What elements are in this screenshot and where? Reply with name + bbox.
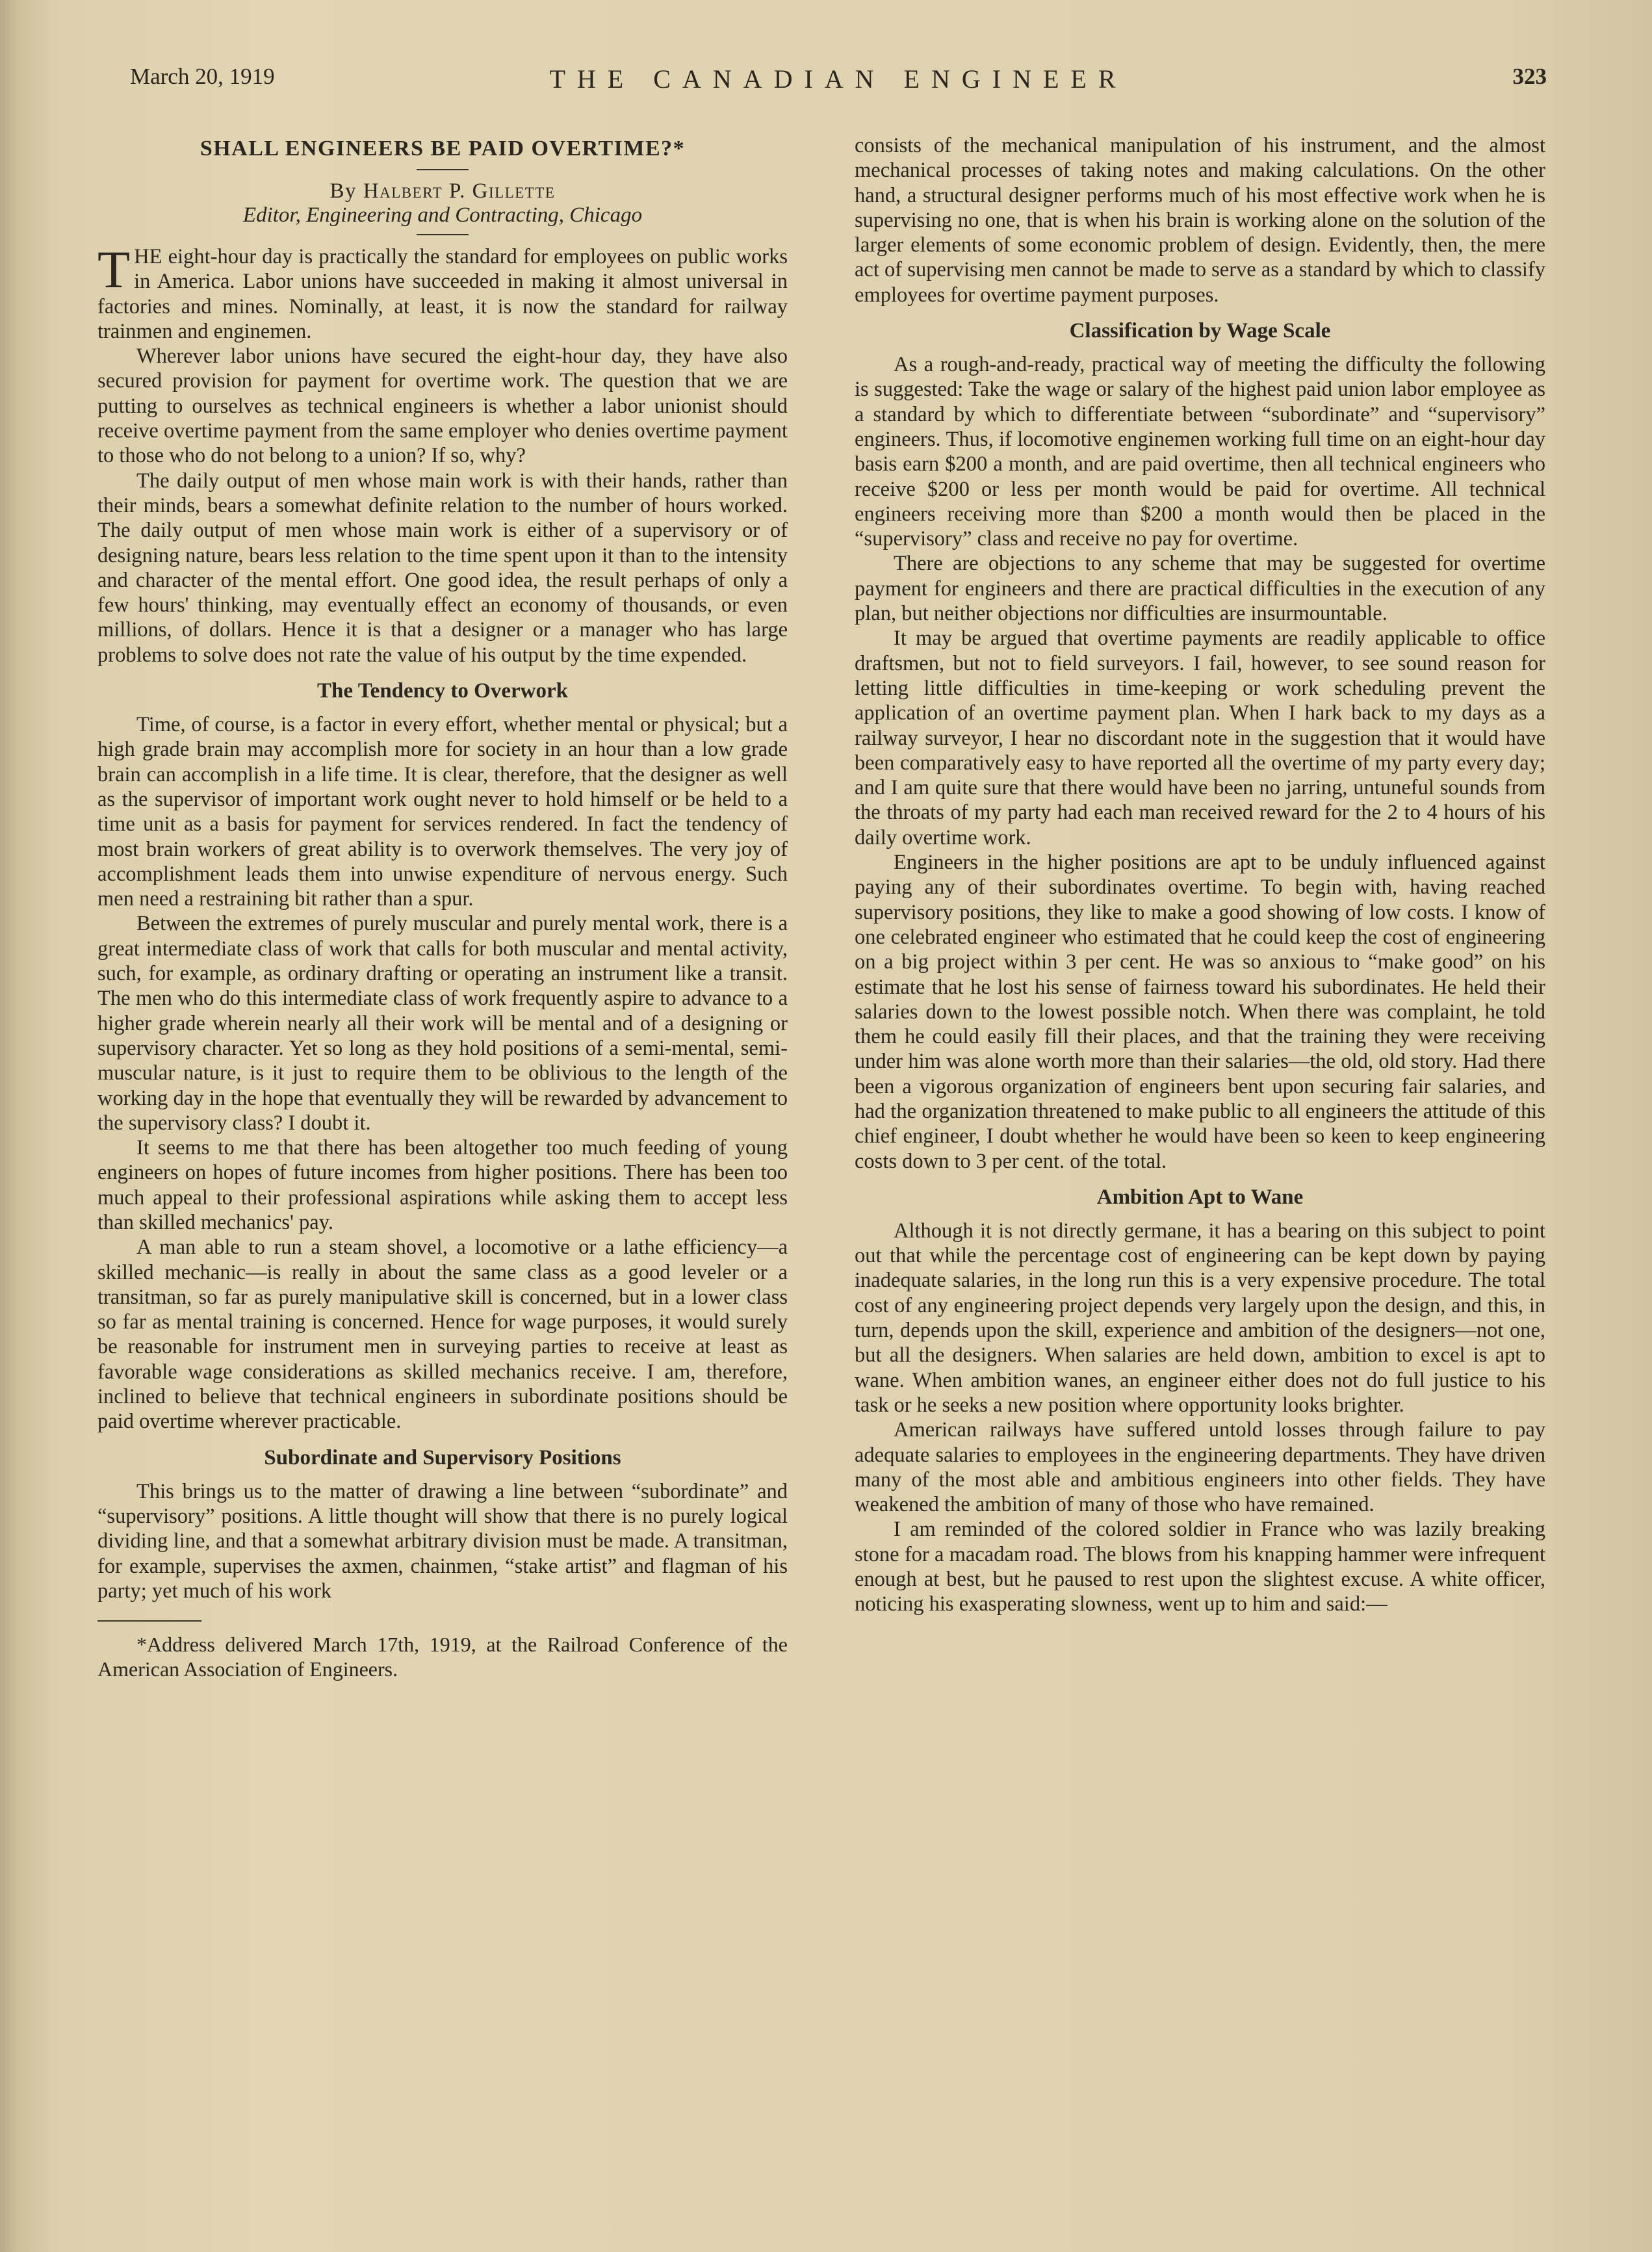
paragraph: American railways have suffered untold losses through failure to pay adequate salaries to employees in the engineering departments. They have driven many of the most able and ambitious engineers into other fields. They have weakened the ambition of many of those who have remained. <box>855 1418 1545 1517</box>
paragraph: There are objections to any scheme that may be suggested for overtime payment for engineers and there are practical difficulties in the execution of any plan, but neither objections nor difficulties are insurmountable. <box>855 552 1545 626</box>
paragraph <box>97 240 788 344</box>
paragraph: This brings us to the matter of drawing a line between “subordinate” and “supervisory” positions. A little thought will show that there is no purely logical dividing line, and that a somewhat arbitrary division must be made. A transitman, for example, supervises the axmen, chainmen, “stake artist” and flagman of his party; yet much of his work <box>97 1479 788 1603</box>
byline <box>97 179 788 203</box>
paragraph: Time, of course, is a factor in every effort, whether mental or physical; but a high grade brain may accomplish more for society in an hour than a low grade brain can accomplish in a life time. It is clear, therefore, that the designer as well as the supervisor of important work ought never to hold himself or be held to a time unit as a basis for payment for services rendered. In fact the tendency of most brain workers of great ability is to overwork themselves. The very joy of accomplishment leads them into unwise expenditure of nervous energy. Such men need a restraining bit rather than a spur. <box>97 713 788 911</box>
paragraph: Wherever labor unions have secured the eight-hour day, they have also secured provision for payment for overtime work. The question that we are putting to ourselves as technical engineers is whether a labor unionist should receive overtime payment from the same employer who denies overtime payment to those who do not belong to a union? If so, why? <box>97 344 788 468</box>
section-heading: Classification by Wage Scale <box>1069 319 1331 343</box>
paragraph: It seems to me that there has been altogether too much feeding of young engineers on hopes of future incomes from higher positions. There has been too much appeal to their professional aspirations while asking them to accept less than skilled mechanics' pay. <box>97 1136 788 1234</box>
paragraph: consists of the mechanical manipulation of his instrument, and the almost mechanical processes of taking notes and making calculations. On the other hand, a structural designer performs much of his most effective work when he is supervising no one, that is when his brain is working alone on the solution of the larger elements of some economic problem of design. Evidently, then, the mere act of supervising men cannot be made to serve as a standard by which to classify employees for overtime payment purposes. <box>855 134 1545 307</box>
running-header <box>130 64 1547 103</box>
footnote: *Address delivered March 17th, 1919, at the Railroad Conference of the American Association of Engineers. <box>97 1633 788 1681</box>
footnote-rule <box>97 1620 201 1622</box>
paragraph: The daily output of men whose main work is with their hands, rather than their minds, bears a somewhat definite relation to the number of hours worked. The daily output of men whose main work is either of a supervisory or of designing nature, bears less relation to the time spent upon it than to the intensity and character of the mental effort. One good idea, the result perhaps of only a few hours' thinking, may eventually effect an economy of thousands, or even millions, of dollars. Hence it is that a designer or a manager who has large problems to solve does not rate the value of his output by the time expended. <box>97 469 788 667</box>
section-heading: The Tendency to Overwork <box>317 679 568 703</box>
paragraph: A man able to run a steam shovel, a locomotive or a lathe efficiency—a skilled mechanic—is really in about the same class as a good leveler or a transitman, so far as purely manipulative skill is concerned, but in a lower class so far as mental training is concerned. Hence for wage purposes, it would surely be reasonable for instrument men in surveying parties to receive at least as favorable wage considerations as skilled mechanics receive. I am, therefore, inclined to believe that technical engineers in subordinate positions should be paid overtime wherever practicable. <box>97 1236 788 1434</box>
article-title: SHALL ENGINEERS BE PAID OVERTIME?* <box>200 136 686 161</box>
paragraph: Engineers in the higher positions are apt to be unduly influenced against paying any of their subordinates overtime. To begin with, having reached supervisory positions, they like to make a good showing of low costs. I know of one celebrated engineer who estimated that he could keep the cost of engineering on a big project within 3 per cent. He was so anxious to “make good” on his estimate that he lost his sense of fairness toward his subordinates. He held their salaries down to the lowest possible notch. When there was complaint, he told them he could easily fill their places, and that the training they were receiving under him was alone worth more than their salaries—the old, old story. Had there been a vigorous organization of engineers bent upon securing fair salaries, and had the organization threatened to make public to all engineers the attitude of this chief engineer, I doubt whether he would have been so keen to keep engineering costs down to 3 per cent. of the total. <box>855 851 1545 1173</box>
right-column <box>855 133 1545 1617</box>
journal-title: THE CANADIAN ENGINEER <box>549 64 1128 94</box>
paragraph: Between the extremes of purely muscular and purely mental work, there is a great intermediate class of work that calls for both muscular and mental activity, such, for example, as ordinary drafting or operating an instrument like a transit. The men who do this intermediate class of work frequently aspire to advance to a higher grade wherein nearly all their work will be mental and of a designing or supervisory character. Yet so long as they hold positions of a semi-mental, semi-muscular nature, is it just to require them to be oblivious to the length of the working day in the hope that eventually they will be rewarded by advancement to the supervisory class? I doubt it. <box>97 912 788 1135</box>
left-column <box>97 133 788 1681</box>
byline-rule <box>417 234 469 235</box>
section-heading: Ambition Apt to Wane <box>1096 1185 1304 1209</box>
page-number: 323 <box>1512 64 1547 89</box>
paragraph: It may be argued that overtime payments are readily applicable to office draftsmen, but not to field surveyors. I fail, however, to see sound reason for letting little difficulties in time-keeping or work scheduling prevent the application of an overtime payment plan. When I hark back to my days as a railway surveyor, I hear no discordant note in the suggestion that it would have been comparatively easy to have reported all the overtime of my party every day; and I am quite sure that there would have been no jarring, untuneful sounds from the throats of my party had each man received reward for the 2 to 4 hours of his daily overtime work. <box>855 627 1545 849</box>
byline-prefix: By <box>329 179 357 203</box>
title-rule <box>417 169 469 170</box>
paragraph: Although it is not directly germane, it has a bearing on this subject to point out that while the percentage cost of engineering can be kept down by paying inadequate salaries, in the long run this is a very expensive procedure. The total cost of any engineering project depends very largely upon the design, and this, in turn, depends upon the skill, experience and ambition of the designers—not one, but all the designers. When salaries are held down, ambition to excel is apt to wane. When ambition wanes, an engineer either does not do full justice to his task or he seeks a new position where opportunity looks brighter. <box>855 1219 1545 1417</box>
paragraph-text: HE eight-hour day is practically the standard for employees on public works in America. Labor unions have succeeded in making it almost universal in factories and mines. Nominally, at least, it is now the standard for railway trainmen and enginemen. <box>97 245 788 343</box>
paragraph: I am reminded of the colored soldier in France who was lazily breaking stone for a macadam road. The blows from his knapping hammer were infrequent enough at best, but he paused to rest upon the slightest excuse. A white officer, noticing his exasperating slowness, went up to him and said:— <box>855 1518 1545 1616</box>
issue-date: March 20, 1919 <box>130 64 275 89</box>
author-affiliation: Editor, Engineering and Contracting, Chicago <box>242 203 643 227</box>
author-name: Halbert P. Gillette <box>363 179 556 203</box>
paragraph: As a rough-and-ready, practical way of meeting the difficulty the following is suggested: Take the wage or salary of the highest paid union labor employee as a standard by which to differentiate between “subordinate” and “supervisory” engineers. Thus, if locomotive enginemen working full time on an eight-hour day basis earn $200 a month, and are paid overtime, then all technical engineers who receive $200 or less per month would be paid for overtime. All technical engineers receiving more than $200 a month would then be placed in the “supervisory” class and receive no pay for overtime. <box>855 353 1545 551</box>
section-heading: Subordinate and Supervisory Positions <box>264 1445 621 1469</box>
drop-cap: T <box>97 240 131 299</box>
